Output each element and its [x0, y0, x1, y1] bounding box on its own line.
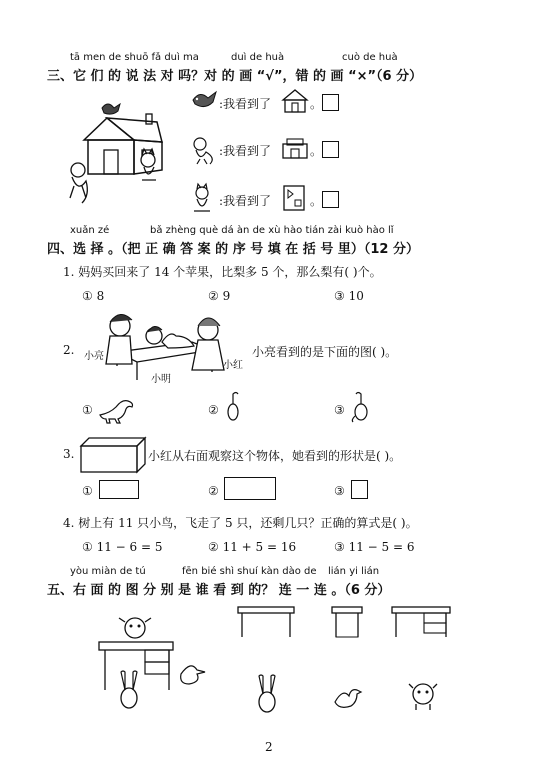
pinyin-line: fēn bié shì shuí kàn dào de [182, 566, 317, 577]
option[interactable]: ① 8 [82, 289, 105, 303]
pinyin-line: xuǎn zé [70, 225, 110, 236]
shape-rectangle-narrow [99, 480, 139, 499]
page-number: 2 [265, 740, 273, 754]
statement-text: :我看到了 [219, 144, 272, 158]
statement-text: :我看到了 [219, 97, 272, 111]
question-1-text: 1. 妈妈买回来了 14 个苹果，比梨多 5 个，那么梨有( )个。 [63, 265, 382, 279]
desk-view-front-icon [236, 605, 296, 639]
pinyin-line: yòu miàn de tú [70, 566, 146, 577]
section-title: 三、它 们 的 说 法 对 吗？对 的 画 “√”，错 的 画 “×”（6 分） [47, 69, 423, 84]
cuboid-illustration [79, 436, 149, 474]
house-scene-illustration [62, 100, 172, 210]
option[interactable]: ③ [334, 403, 345, 417]
label-xiaohong: 小红 [223, 360, 243, 371]
statement-suffix: 。 [310, 194, 323, 208]
dinosaur-side-icon [98, 397, 140, 421]
desk-view-side-icon [330, 605, 364, 639]
dinosaur-back-icon [350, 390, 372, 422]
question-4-text: 4. 树上有 11 只小鸟，飞走了 5 只，还剩几只？正确的算式是( )。 [63, 516, 418, 530]
monkey-icon [188, 135, 218, 165]
house-top-icon [280, 136, 310, 162]
dinosaur-front-icon [224, 390, 244, 422]
statement-text: :我看到了 [219, 194, 272, 208]
statement-suffix: 。 [310, 144, 323, 158]
shape-square [351, 480, 368, 499]
pinyin-line: tā men de shuō fǎ duì ma [70, 52, 199, 63]
label-xiaoming: 小明 [151, 374, 171, 385]
option[interactable]: ③ 11 − 5 = 6 [334, 540, 415, 554]
pinyin-line: cuò de huà [342, 52, 398, 63]
desk-scene-illustration [95, 612, 215, 717]
rabbit-icon [254, 672, 280, 714]
answer-box[interactable] [322, 191, 339, 208]
option[interactable]: ① [82, 484, 93, 498]
section-title: 五、右 面 的 图 分 别 是 谁 看 到 的？ 连 一 连 。（6 分） [47, 583, 391, 598]
cat-icon [188, 183, 218, 213]
option[interactable]: ③ 10 [334, 289, 364, 303]
option[interactable]: ③ [334, 484, 345, 498]
question-3-text: 小红从右面观察这个物体，她看到的形状是( )。 [148, 449, 402, 463]
shape-rectangle-wide [224, 477, 276, 500]
bird-icon [191, 90, 219, 112]
cow-icon [408, 680, 438, 712]
option[interactable]: ① 11 − 6 = 5 [82, 540, 163, 554]
desk-view-back-icon [390, 605, 452, 639]
pinyin-line: bǎ zhèng què dá àn de xù hào tián zài kuò hào lǐ [150, 225, 394, 236]
question-3-number: 3. [63, 447, 75, 461]
answer-box[interactable] [322, 94, 339, 111]
question-2-number: 2. [63, 343, 75, 357]
option[interactable]: ② 11 + 5 = 16 [208, 540, 297, 554]
question-2-text: 小亮看到的是下面的图( )。 [252, 345, 398, 359]
option[interactable]: ① [82, 403, 93, 417]
option[interactable]: ② 9 [208, 289, 231, 303]
house-front-icon [280, 88, 310, 114]
house-side-icon [280, 184, 310, 212]
pinyin-line: lián yi lián [328, 566, 380, 577]
label-xiaoliang: 小亮 [84, 351, 104, 362]
section-title: 四、选 择 。（把 正 确 答 案 的 序 号 填 在 括 号 里）（12 分） [47, 242, 419, 257]
pinyin-line: duì de huà [231, 52, 285, 63]
answer-box[interactable] [322, 141, 339, 158]
statement-suffix: 。 [310, 97, 323, 111]
option[interactable]: ② [208, 484, 219, 498]
option[interactable]: ② [208, 403, 219, 417]
duck-icon [333, 684, 363, 712]
